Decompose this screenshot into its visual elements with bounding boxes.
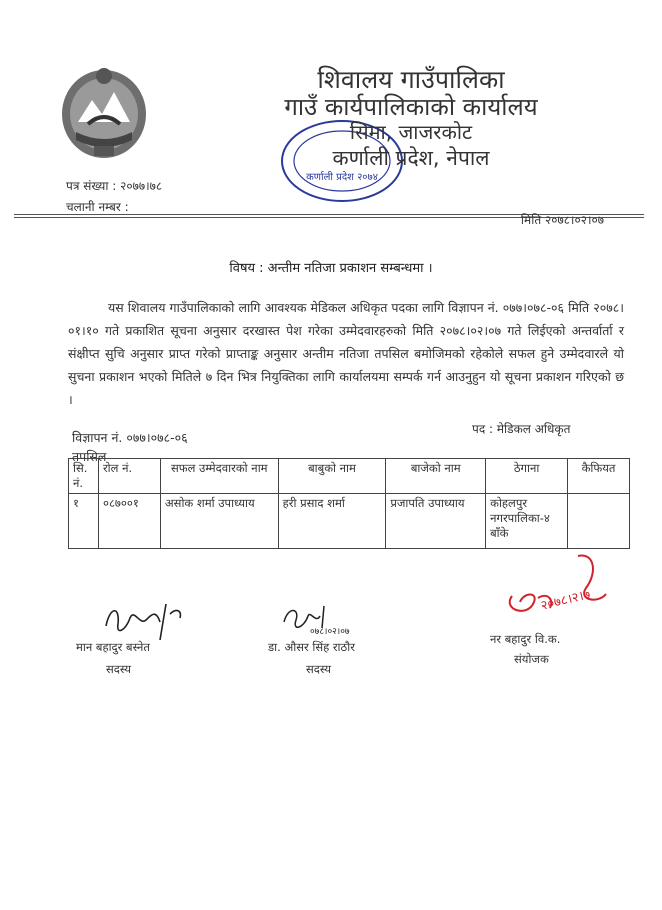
advertisement-number: विज्ञापन नं. ०७७।०७८-०६ [72, 430, 188, 445]
signatory-2-role: सदस्य [306, 662, 332, 676]
dispatch-number: चलानी नम्बर : [66, 200, 129, 214]
header-grandfather: बाजेको नाम [386, 459, 486, 494]
stamp-text: कर्णाली प्रदेश २०७४ [306, 172, 378, 183]
cell-serial: १ [69, 494, 99, 549]
signature-member-1 [100, 596, 190, 646]
signature-member-2 [280, 602, 380, 640]
cell-grandfather: प्रजापति उपाध्याय [386, 494, 486, 549]
subject-line: विषय : अन्तीम नतिजा प्रकाशन सम्बन्धमा । [229, 261, 433, 276]
post-label: पद : मेडिकल अधिकृत [472, 422, 571, 436]
header-serial: सि. नं. [69, 459, 99, 494]
cell-address: कोहलपुर नगरपालिका-४ बाँके [486, 494, 568, 549]
signature-2-date: ०७८।०२।०७ [310, 627, 350, 637]
cell-roll: ०८७००१ [98, 494, 160, 549]
header-remarks: कैफियत [568, 459, 630, 494]
signature-coordinator [498, 548, 628, 640]
signatory-3-name: नर बहादुर वि.क. [490, 632, 561, 646]
cell-candidate: असोक शर्मा उपाध्याय [160, 494, 278, 549]
header-candidate: सफल उम्मेदवारको नाम [160, 459, 278, 494]
cell-remarks [568, 494, 630, 549]
header-father: बाबुको नाम [278, 459, 386, 494]
signature-3-date: २०७८।२।७ [539, 587, 592, 614]
signatory-1-name: मान बहादुर बस्नेत [76, 640, 150, 654]
annex-label: तपसिल [72, 449, 107, 464]
table-header-row [69, 459, 630, 494]
notice-body: यस शिवालय गाउँपालिकाको लागि आवश्यक मेडिकल अधिकृत पदका लागि विज्ञापन नं. ०७७।०७८-०६ मिति २०७८।०१।१० गते प्रकाशित सूचना अनुसार दरखास्त पेश गरेका उम्मेदवारहरुको मिति २०७८।०२।०७ गते लिईएको अन्तर्वार्ता र संक्षीप्त सुचि अनुसार प्राप्त गरेको प्राप्ताङ्क अनुसार अन्तीम नतिजा तपसिल बमोजिमको रहेकोले सफल हुने उम्मेदवारले यो सुचना प्रकाशन भएको मितिले ७ दिन भित्र नियुक्तिका लागि कार्यालयमा सम्पर्क गर्न आउनुहुन यो सूचना प्रकाशन गरिएको छ । [68, 300, 624, 407]
table-row [69, 494, 630, 549]
letter-date: मिति २०७८।०२।०७ [520, 213, 604, 227]
results-table [68, 458, 630, 549]
cell-father: हरी प्रसाद शर्मा [278, 494, 386, 549]
province-country: कर्णाली प्रदेश, नेपाल [332, 146, 490, 170]
reference-number: पत्र संख्या : २०७७।७८ [66, 179, 163, 193]
signatory-2-name: डा. औसर सिंह राठौर [268, 640, 355, 654]
signatory-1-role: सदस्य [106, 662, 132, 676]
office-address: सिमा, जाजरकोट [349, 120, 473, 144]
header-address: ठेगाना [486, 459, 568, 494]
municipality-name: शिवालय गाउँपालिका [317, 65, 505, 94]
header-roll: रोल नं. [98, 459, 160, 494]
office-name: गाउँ कार्यपालिकाको कार्यालय [284, 93, 538, 121]
signatory-3-role: संयोजक [514, 652, 549, 666]
